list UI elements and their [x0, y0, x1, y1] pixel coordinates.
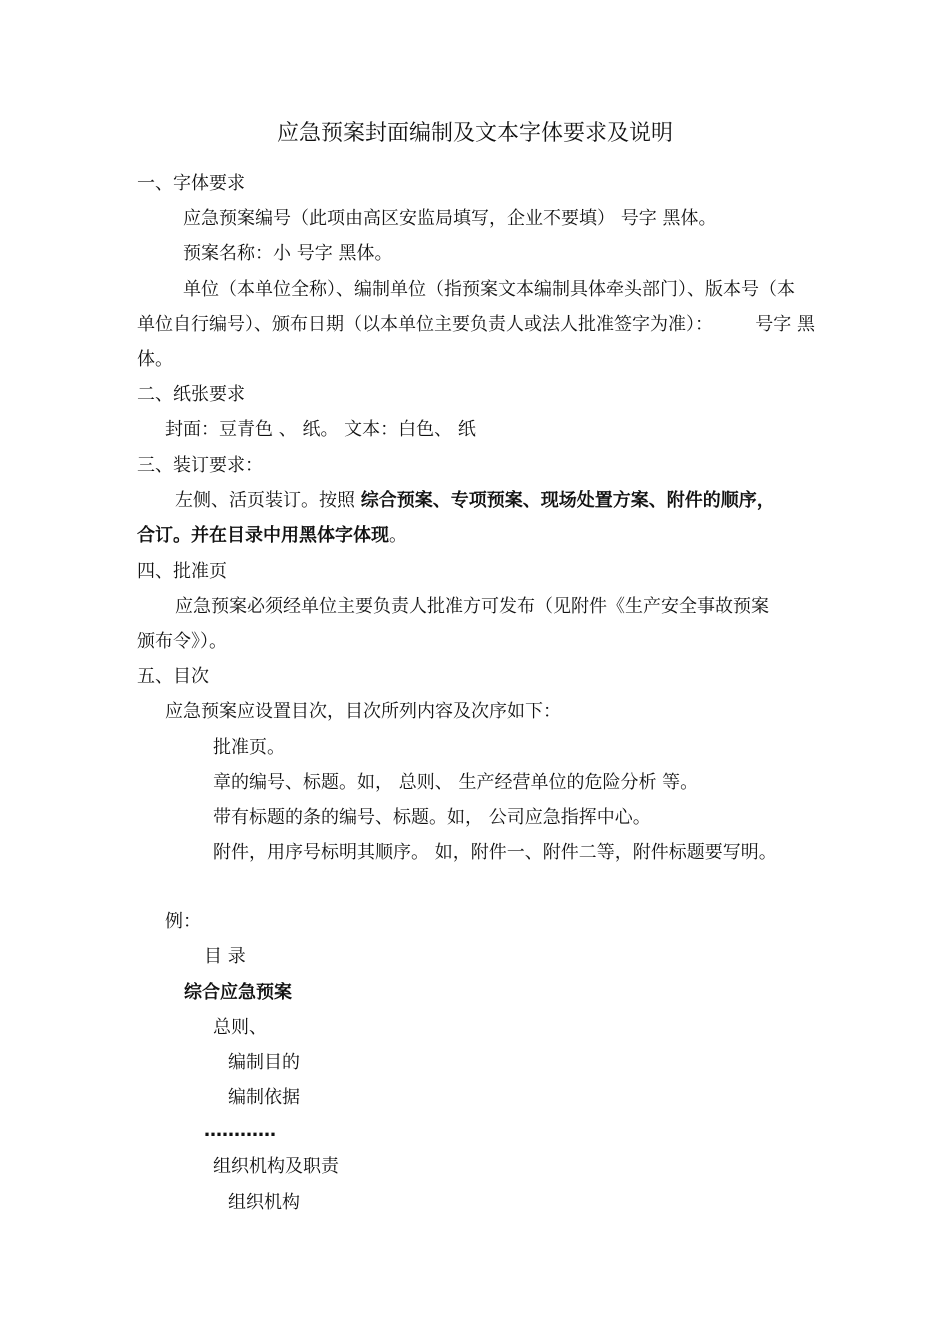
example-chapter-organization: 组织机构及职责: [213, 1156, 339, 1177]
font-line-unit-cont-a: 单位自行编号）、颁布日期（以本单位主要负责人或法人批准签字为准）：: [137, 314, 713, 335]
section-heading-paper: 二、纸张要求: [137, 384, 245, 405]
example-section-organization: 组织机构: [228, 1192, 300, 1213]
section-heading-approval: 四、批准页: [137, 561, 227, 582]
paper-line: 封面：豆青色 、 纸。 文本：白色、 纸: [165, 419, 476, 440]
binding-line-2-bold: 合订。并在目录中用黑体字体现: [137, 525, 389, 546]
approval-line-2: 颁布令》）。: [137, 631, 227, 652]
font-line-unit-end: 体。: [137, 349, 173, 370]
page-title: 应急预案封面编制及文本字体要求及说明: [276, 121, 673, 146]
toc-intro: 应急预案应设置目次，目次所列内容及次序如下：: [165, 701, 561, 722]
example-ellipsis: …………: [204, 1120, 276, 1141]
section-heading-toc: 五、目次: [137, 666, 209, 687]
binding-line-2-plain: 。: [389, 525, 407, 546]
toc-item-chapter: 章的编号、标题。如， 总则、 生产经营单位的危险分析 等。: [213, 772, 699, 793]
font-line-unit-cont: [137, 313, 815, 337]
font-line-unit-cont-b: 号字 黑: [755, 314, 815, 335]
binding-line-2: [137, 524, 407, 548]
example-chapter-general: 总则、: [213, 1017, 267, 1038]
example-plan-title: 综合应急预案: [184, 982, 292, 1003]
font-line-unit: 单位（本单位全称）、编制单位（指预案文本编制具体牵头部门）、版本号（本: [183, 279, 795, 300]
font-line-plan-name: 预案名称：小 号字 黑体。: [183, 243, 393, 264]
binding-line-1-bold: 综合预案、专项预案、现场处置方案、附件的顺序，: [360, 490, 775, 511]
example-label: 例：: [165, 911, 201, 932]
toc-item-clause: 带有标题的条的编号、标题。如， 公司应急指挥中心。: [213, 807, 651, 828]
section-heading-binding: 三、装订要求：: [137, 455, 263, 476]
font-line-plan-number: 应急预案编号（此项由高区安监局填写，企业不要填） 号字 黑体。: [183, 208, 717, 229]
binding-line-1: [175, 489, 775, 513]
example-toc-title: 目 录: [204, 946, 246, 967]
example-section-basis: 编制依据: [228, 1087, 300, 1108]
section-heading-font: 一、字体要求: [137, 173, 245, 194]
example-section-purpose: 编制目的: [228, 1052, 300, 1073]
approval-line-1: 应急预案必须经单位主要负责人批准方可发布（见附件《生产安全事故预案: [175, 596, 769, 617]
binding-line-1-plain: 左侧、活页装订。按照: [175, 490, 361, 511]
toc-item-approval-page: 批准页。: [213, 737, 285, 758]
toc-item-appendix: 附件，用序号标明其顺序。 如，附件一、附件二等，附件标题要写明。: [213, 842, 777, 863]
